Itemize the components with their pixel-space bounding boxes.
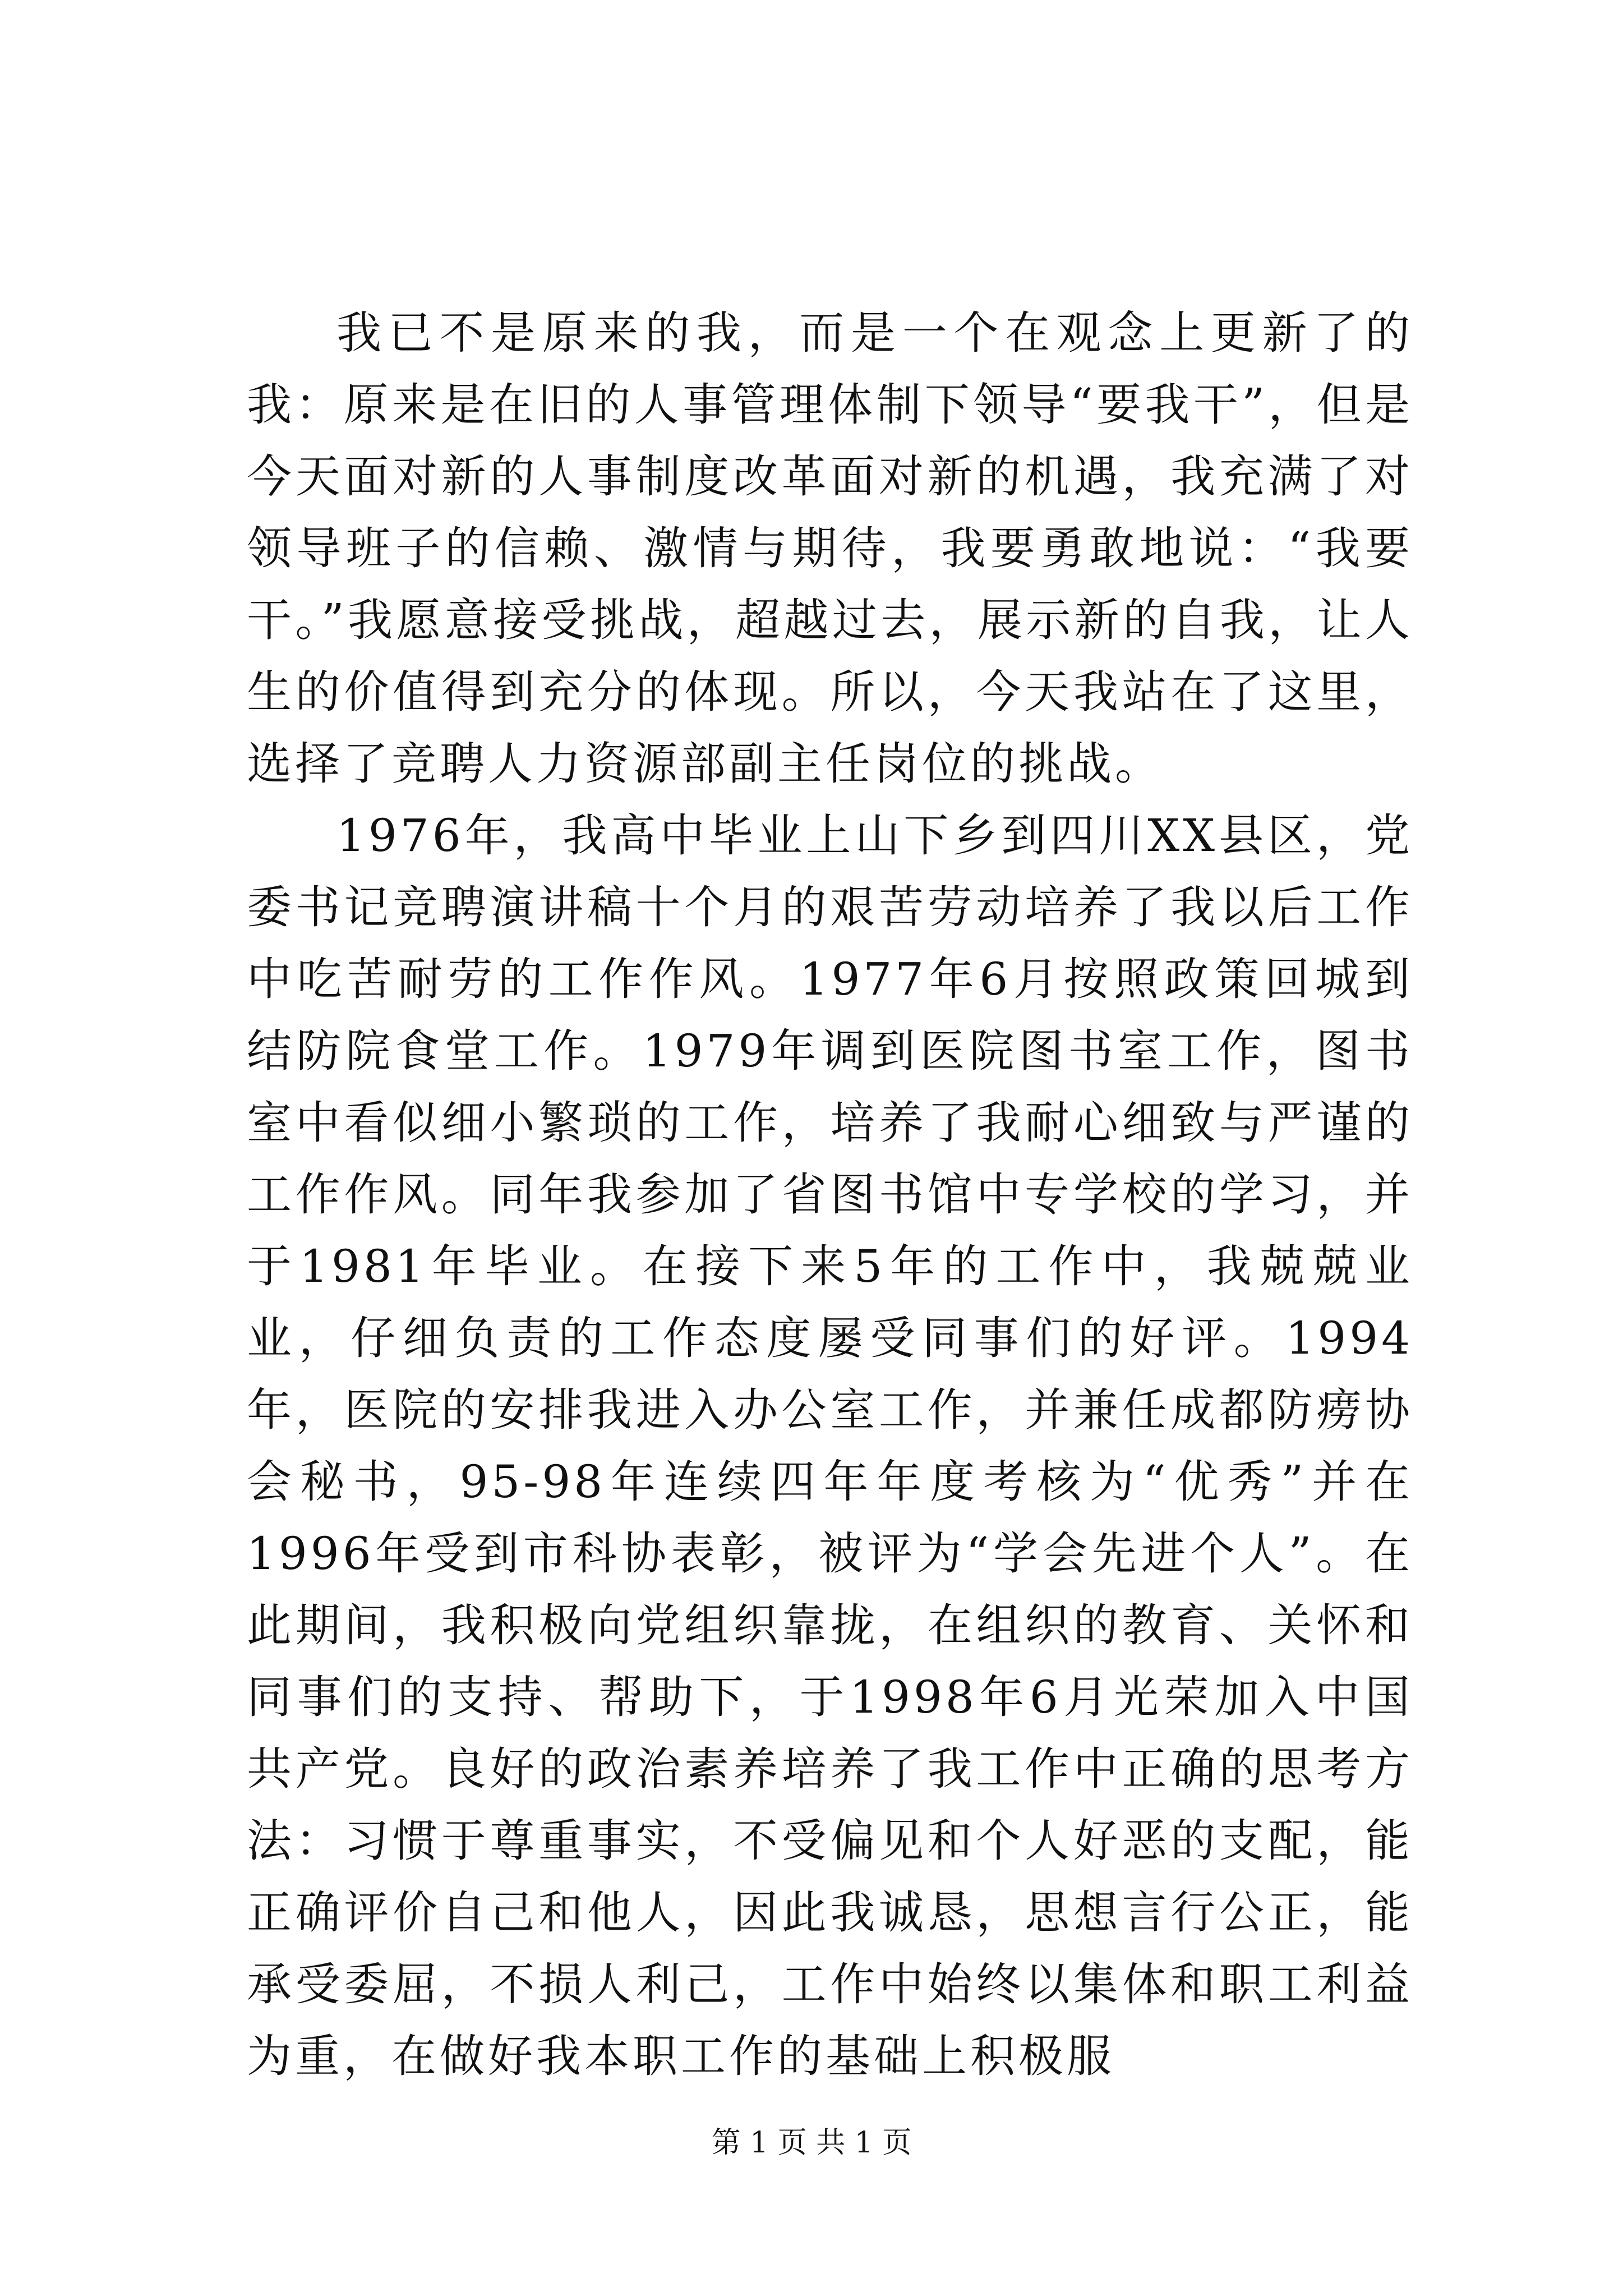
paragraph-1: 我已不是原来的我，而是一个在观念上更新了的我：原来是在旧的人事管理体制下领导“要我干”，但是今天面对新的人事制度改革面对新的机遇，我充满了对领导班子的信赖、激情与期待，我要勇敢地说：“我要干。”我愿意接受挑战，超越过去，展示新的自我，让人生的价值得到充分的体现。所以，今天我站在了这里，选择了竞聘人力资源部副主任岗位的挑战。 xyxy=(247,307,1413,790)
document-body xyxy=(247,297,1413,2092)
page-footer: 第 1 页 共 1 页 xyxy=(711,2126,912,2160)
paragraph-2: 1976年，我高中毕业上山下乡到四川XX县区，党委书记竞聘演讲稿十个月的艰苦劳动培养了我以后工作中吃苦耐劳的工作作风。1977年6月按照政策回城到结防院食堂工作。1979年调到医院图书室工作，图书室中看似细小繁琐的工作，培养了我耐心细致与严谨的工作作风。同年我参加了省图书馆中专学校的学习，并于1981年毕业。在接下来5年的工作中，我兢兢业业，仔细负责的工作态度屡受同事们的好评。1994年，医院的安排我进入办公室工作，并兼任成都防痨协会秘书，95-98年连续四年年度考核为“优秀”并在1996年受到市科协表彰，被评为“学会先进个人”。在此期间，我积极向党组织靠拢，在组织的教育、关怀和同事们的支持、帮助下，于1998年6月光荣加入中国共产党。良好的政治素养培养了我工作中正确的思考方法：习惯于尊重事实，不受偏见和个人好恶的支配，能正确评价自己和他人，因此我诚恳，思想言行公正，能承受委屈，不损人利己，工作中始终以集体和职工利益为重，在做好我本职工作的基础上积极服 xyxy=(247,809,1413,2082)
